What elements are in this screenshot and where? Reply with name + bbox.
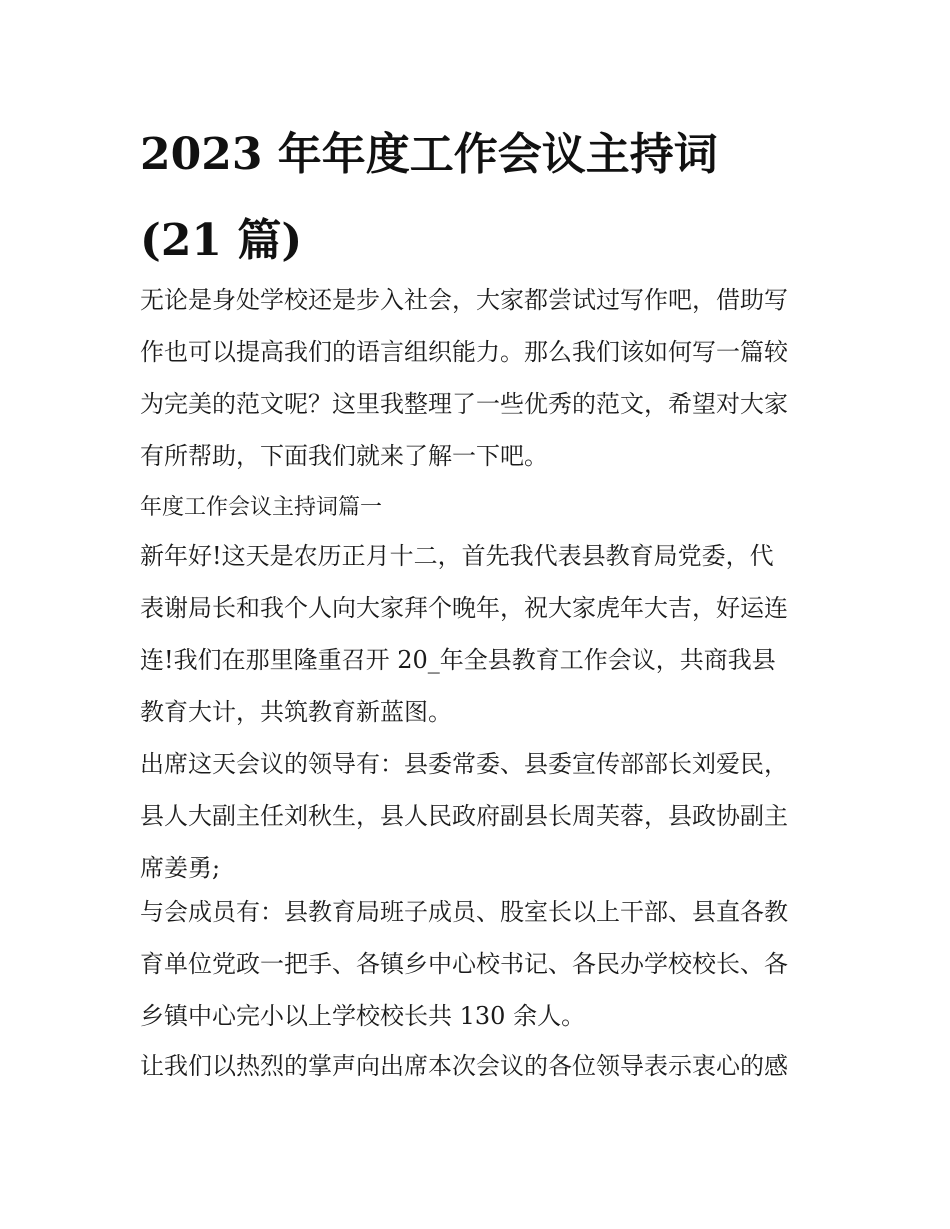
text-line: 有所帮助，下面我们就来了解一下吧。 bbox=[140, 442, 548, 470]
text-line: 连!我们在那里隆重召开 20_年全县教育工作会议，共商我县 bbox=[140, 646, 776, 674]
text-line: 为完美的范文呢？这里我整理了一些优秀的范文，希望对大家 bbox=[140, 390, 788, 418]
title-line-1: 2023 年年度工作会议主持词 bbox=[140, 129, 718, 180]
text-line: 县人大副主任刘秋生，县人民政府副县长周芙蓉，县政协副主 bbox=[140, 802, 788, 830]
text-line: 无论是身处学校还是步入社会，大家都尝试过写作吧，借助写 bbox=[140, 286, 788, 314]
paragraph-greeting bbox=[140, 530, 820, 738]
section-heading-text: 年度工作会议主持词篇一 bbox=[140, 495, 383, 520]
text-line: 让我们以热烈的掌声向出席本次会议的各位领导表示衷心的感 bbox=[140, 1052, 788, 1080]
text-line: 育单位党政一把手、各镇乡中心校书记、各民办学校校长、各 bbox=[140, 950, 788, 978]
text-line: 乡镇中心完小以上学校校长共 130 余人。 bbox=[140, 1002, 586, 1030]
section-heading bbox=[140, 482, 820, 534]
text-line: 新年好!这天是农历正月十二，首先我代表县教育局党委，代 bbox=[140, 542, 774, 570]
intro-paragraph bbox=[140, 274, 820, 482]
text-line: 席姜勇; bbox=[140, 854, 221, 882]
text-line: 与会成员有：县教育局班子成员、股室长以上干部、县直各教 bbox=[140, 898, 788, 926]
paragraph-leaders bbox=[140, 738, 820, 894]
document-title bbox=[140, 112, 820, 284]
paragraph-attendees bbox=[140, 886, 820, 1042]
text-line: 出席这天会议的领导有：县委常委、县委宣传部部长刘爱民， bbox=[140, 750, 788, 778]
paragraph-applause bbox=[140, 1040, 820, 1092]
text-line: 教育大计，共筑教育新蓝图。 bbox=[140, 698, 452, 726]
text-line: 表谢局长和我个人向大家拜个晚年，祝大家虎年大吉，好运连 bbox=[140, 594, 788, 622]
title-line-2: (21 篇) bbox=[140, 215, 303, 266]
text-line: 作也可以提高我们的语言组织能力。那么我们该如何写一篇较 bbox=[140, 338, 788, 366]
